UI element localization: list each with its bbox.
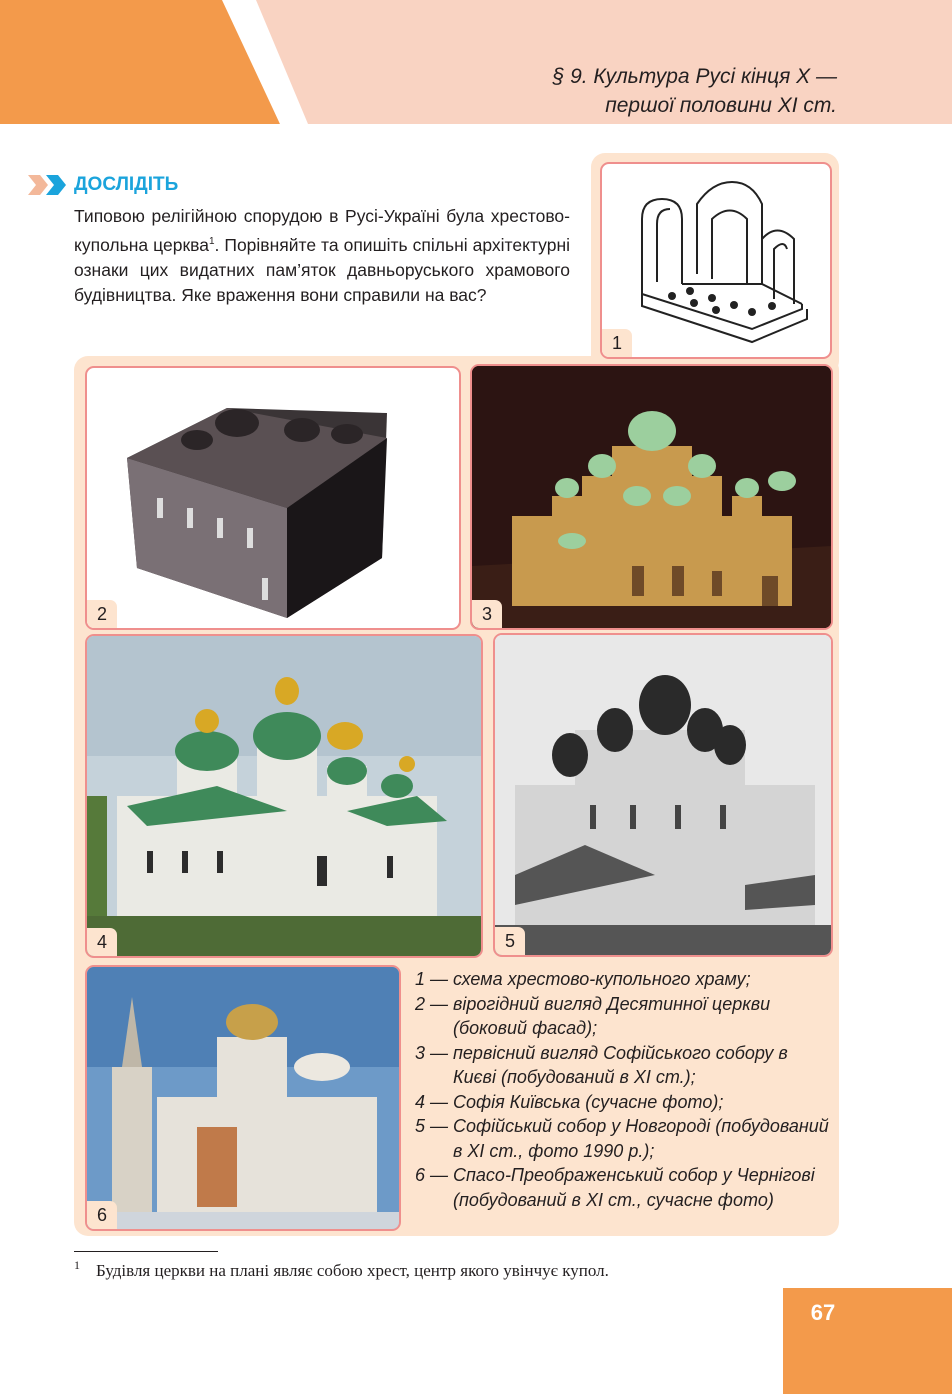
explore-text-part2: . Порівняйте та опишіть спільні архітектурні ознаки цих видатних пам’яток давньоруського храмового будівництва. Яке враження вони справили на вас? — [74, 234, 570, 305]
double-chevron-icon — [28, 175, 68, 195]
figure-number: 5 — [495, 927, 525, 955]
footnote-text: Будівля церкви на плані являє собою хрест, центр якого увінчує купол. — [96, 1261, 609, 1280]
figure-5-frame — [493, 633, 833, 957]
sophia-novgorod-photo-icon — [495, 635, 831, 955]
section-title — [553, 62, 837, 120]
figure-1-frame — [600, 162, 832, 359]
caption-text: Софійський собор у Новгороді (побудований в XI ст., фото 1990 р.); — [453, 1116, 829, 1161]
caption-text: Спасо-Преображенський собор у Чернігові (побудований в XI ст., сучасне фото) — [453, 1165, 815, 1210]
caption-item — [415, 992, 835, 1041]
caption-item — [415, 1041, 835, 1090]
figure-number: 6 — [87, 1201, 117, 1229]
caption-item — [415, 967, 835, 992]
figure-number: 4 — [87, 928, 117, 956]
figure-4-frame — [85, 634, 483, 958]
tithe-church-model-icon — [87, 368, 459, 628]
footnote-reference: 1 — [208, 236, 215, 247]
footnote-mark: 1 — [74, 1258, 80, 1272]
caption-key: 2 — — [415, 993, 454, 1014]
section-title-line1: § 9. Культура Русі кінця X — — [552, 65, 837, 88]
caption-item — [415, 1163, 835, 1212]
explore-text-part1: Типовою релігійною спорудою в Русі-Україні була хрестово-купольна церква — [74, 206, 570, 255]
caption-key: 5 — — [415, 1116, 454, 1136]
transfiguration-chernihiv-photo-icon — [87, 967, 399, 1229]
figure-3-frame — [470, 364, 833, 630]
figure-number: 1 — [602, 329, 632, 357]
caption-item — [415, 1090, 835, 1115]
page-number: 67 — [810, 1300, 836, 1325]
figure-number: 2 — [87, 600, 117, 628]
caption-key: 1 — — [415, 969, 454, 989]
caption-key: 4 — — [415, 1091, 454, 1112]
figure-2-frame — [85, 366, 461, 630]
caption-text: Софія Київська (сучасне фото); — [453, 1091, 724, 1112]
cross-domed-church-scheme-icon — [602, 164, 830, 357]
footnote-divider — [74, 1251, 218, 1252]
caption-key: 6 — — [415, 1165, 454, 1185]
caption-text: схема хрестово-купольного храму; — [453, 969, 751, 989]
section-title-line2: першої половини XI ст. — [605, 94, 837, 117]
figure-number: 3 — [472, 600, 502, 628]
caption-text: вірогідний вигляд Десятинної церкви (боковий фасад); — [453, 993, 771, 1038]
figure-6-frame — [85, 965, 401, 1231]
figure-caption-list — [415, 967, 835, 1212]
caption-text: первісний вигляд Софійського собору в Києві (побудований в XI ст.); — [453, 1042, 788, 1087]
caption-item — [415, 1114, 835, 1163]
sophia-cathedral-model-icon — [472, 366, 831, 628]
explore-paragraph — [74, 204, 570, 308]
caption-key: 3 — — [415, 1042, 454, 1063]
st-sophia-kyiv-photo-icon — [87, 636, 481, 956]
explore-heading: ДОСЛІДІТЬ — [74, 174, 179, 195]
